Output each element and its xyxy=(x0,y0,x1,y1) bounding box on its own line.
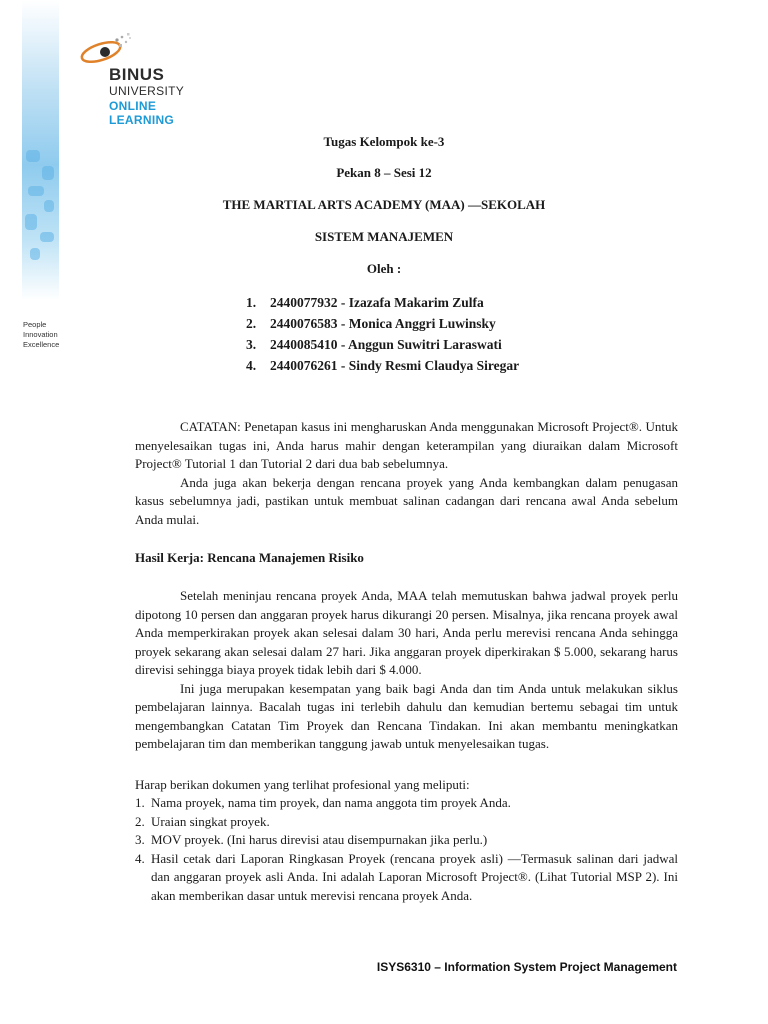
section-body xyxy=(135,587,678,754)
binus-emblem-icon xyxy=(77,30,137,70)
note-section xyxy=(135,418,678,529)
list-intro: Harap berikan dokumen yang terlihat profesional yang meliputi: xyxy=(135,777,470,792)
deliverables-list xyxy=(135,794,678,905)
note-paragraph: Anda juga akan bekerja dengan rencana proyek yang Anda kembangkan dalam penugasan kasus sebelumnya jadi, pastikan untuk membuat salinan cadangan dari rencana awal Anda sebelum Anda mulai. xyxy=(135,474,678,527)
page-footer: ISYS6310 – Information System Project Management xyxy=(376,960,677,974)
list-item: 4. Hasil cetak dari Laporan Ringkasan Proyek (rencana proyek asli) —Termasuk salinan dari jadwal dan anggaran proyek asli Anda. Ini adalah Laporan Microsoft Project®. (Lihat Tutorial MSP 2). Ini akan memberikan dasar untuk merevisi rencana proyek Anda. xyxy=(135,850,678,903)
document-title: THE MARTIAL ARTS ACADEMY (MAA) —SEKOLAH xyxy=(222,197,546,212)
logo-word-online: ONLINE xyxy=(109,99,157,113)
university-tagline: People Innovation Excellence xyxy=(23,320,60,349)
document-title-line2: SISTEM MANAJEMEN xyxy=(314,229,454,244)
logo-word-learning: LEARNING xyxy=(109,113,175,127)
week-session-label: Pekan 8 – Sesi 12 xyxy=(336,165,432,180)
list-item: 1. Nama proyek, nama tim proyek, dan nama anggota tim proyek Anda. xyxy=(135,795,511,810)
member-item: 4. 2440076261 - Sindy Resmi Claudya Siregar xyxy=(246,358,520,373)
member-item: 3. 2440085410 - Anggun Suwitri Laraswati xyxy=(246,337,502,352)
assignment-label: Tugas Kelompok ke-3 xyxy=(323,134,445,149)
logo-word-binus: BINUS xyxy=(109,65,165,84)
list-item: 3. MOV proyek. (Ini harus direvisi atau disempurnakan jika perlu.) xyxy=(135,832,488,847)
section-heading: Hasil Kerja: Rencana Manajemen Risiko xyxy=(135,550,364,565)
member-item: 1. 2440077932 - Izazafa Makarim Zulfa xyxy=(246,295,484,310)
author-heading: Oleh : xyxy=(366,261,402,276)
member-item: 2. 2440076583 - Monica Anggri Luwinsky xyxy=(246,316,496,331)
section-paragraph: Ini juga merupakan kesempatan yang baik bagi Anda dan tim Anda untuk melakukan siklus pembelajaran lainnya. Bacalah tugas ini terlebih dahulu dan kemudian bertemu sebagai tim untuk mengembangkan Catatan Tim Proyek dan Rencana Tindakan. Ini akan membantu meningkatkan pembelajaran tim dan memberikan tanggung jawab untuk menyelesaikan tugas. xyxy=(135,680,678,751)
logo-word-university: UNIVERSITY xyxy=(109,84,185,98)
list-item: 2. Uraian singkat proyek. xyxy=(135,813,270,829)
member-list xyxy=(246,292,519,376)
section-paragraph: Setelah meninjau rencana proyek Anda, MAA telah memutuskan bahwa jadwal proyek perlu dipotong 10 persen dan anggaran proyek harus dikurangi 20 persen. Misalnya, jika rencana proyek awal Anda memperkirakan proyek akan selesai dalam 30 hari, Anda perlu merevisi rencana Anda sehingga proyek sekarang akan selesai dalam 27 hari. Jika anggaran proyek diperkirakan $ 5.000, sekarang harus direvisi sehingga biaya proyek tidak lebih dari $ 4.000. xyxy=(135,588,678,677)
note-paragraph: CATATAN: Penetapan kasus ini mengharuskan Anda menggunakan Microsoft Project®. Untuk menyelesaikan tugas ini, Anda harus mahir dengan keterampilan yang diuraikan dalam Microsoft Project® Tutorial 1 dan Tutorial 2 dari dua bab sebelumnya. xyxy=(135,419,678,471)
decorative-side-band xyxy=(22,0,59,300)
binus-logo xyxy=(77,30,197,130)
